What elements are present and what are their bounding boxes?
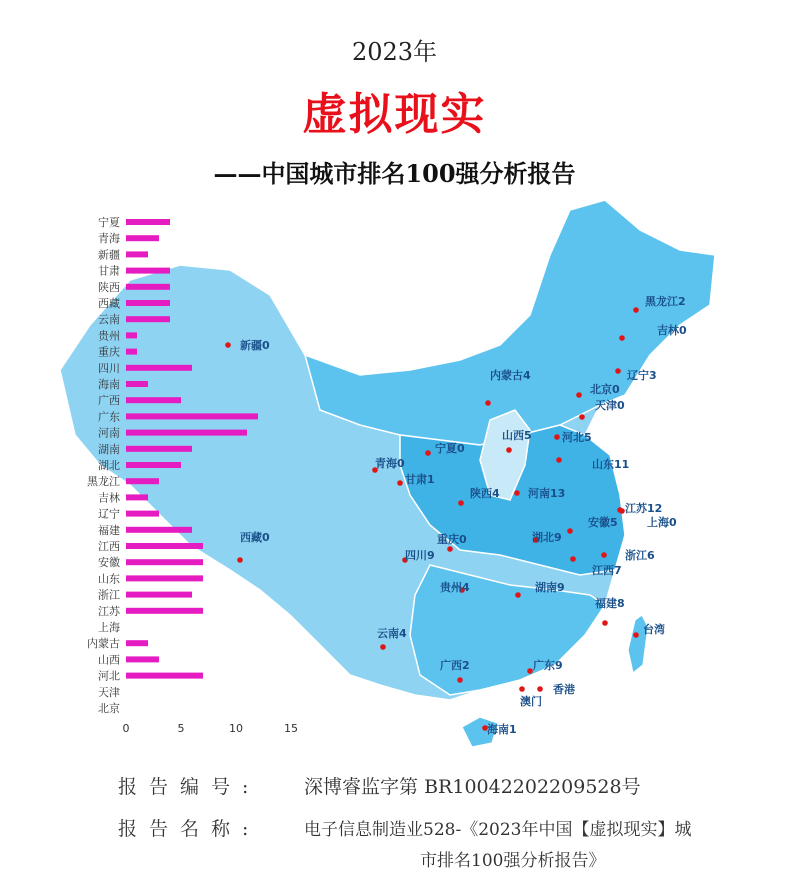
bar-x-ticks — [123, 722, 299, 735]
bar-category-label: 河南 — [98, 426, 120, 440]
bar-category-label: 山东 — [98, 572, 120, 586]
map-label: 福建8 — [595, 597, 625, 610]
bar-category-label: 浙江 — [98, 588, 120, 602]
bar-category-label: 广西 — [98, 394, 120, 408]
city-dot — [576, 392, 582, 398]
city-dot — [633, 307, 639, 313]
city-dot — [615, 368, 621, 374]
bar-江西 — [126, 543, 203, 549]
map-label: 上海0 — [647, 516, 677, 529]
bar-category-label: 西藏 — [98, 297, 120, 310]
bar-内蒙古 — [126, 640, 148, 646]
bar-河南 — [126, 430, 247, 436]
city-dot — [519, 686, 525, 692]
map-label: 香港 — [553, 683, 575, 696]
bar-甘肃 — [126, 268, 170, 274]
bar-category-labels — [87, 216, 121, 715]
bar-category-label: 安徽 — [98, 556, 120, 570]
bar-series — [126, 219, 258, 679]
bar-category-label: 云南 — [98, 313, 120, 327]
report-number-row — [118, 772, 641, 799]
city-dot — [527, 668, 533, 674]
city-dot — [601, 552, 607, 558]
map-label: 北京0 — [590, 383, 620, 396]
bar-河北 — [126, 673, 203, 679]
bar-安徽 — [126, 559, 203, 565]
map-label: 广东9 — [533, 659, 563, 672]
bar-category-label: 青海 — [98, 232, 120, 246]
bar-category-label: 宁夏 — [98, 216, 120, 229]
bar-重庆 — [126, 349, 137, 355]
map-label: 宁夏0 — [435, 442, 465, 455]
bar-江苏 — [126, 608, 203, 614]
bar-四川 — [126, 365, 192, 371]
bar-广东 — [126, 413, 258, 419]
province-bar-chart — [70, 210, 330, 740]
bar-辽宁 — [126, 511, 159, 517]
city-dot — [458, 500, 464, 506]
bar-云南 — [126, 316, 170, 322]
bar-category-label: 广东 — [98, 410, 120, 424]
map-label: 辽宁3 — [627, 369, 657, 382]
map-label: 安徽5 — [588, 516, 618, 529]
map-label: 黑龙江2 — [645, 295, 686, 308]
map-label: 广西2 — [440, 659, 470, 672]
city-dot — [447, 546, 453, 552]
bar-x-tick: 15 — [284, 722, 298, 736]
map-label: 湖南9 — [535, 581, 565, 594]
map-region-north — [305, 200, 715, 445]
bar-category-label: 河北 — [98, 669, 120, 683]
city-dot — [567, 528, 573, 534]
map-label: 澳门 — [520, 695, 542, 708]
city-dot — [633, 632, 639, 638]
map-label: 山东11 — [592, 458, 630, 471]
report-subtitle: ——中国城市排名100强分析报告 — [213, 159, 576, 188]
map-label: 吉林0 — [657, 324, 687, 337]
bar-湖南 — [126, 446, 192, 452]
bar-category-label: 辽宁 — [98, 507, 120, 521]
report-name-label: 报告名称: — [118, 818, 261, 840]
bar-山西 — [126, 656, 159, 662]
bar-category-label: 上海 — [98, 621, 120, 634]
bar-x-tick: 5 — [177, 722, 185, 736]
map-label: 云南4 — [377, 627, 407, 640]
map-label: 河南13 — [528, 487, 566, 500]
bar-新疆 — [126, 251, 148, 257]
map-label: 河北5 — [562, 431, 592, 444]
bar-category-label: 贵州 — [98, 329, 120, 343]
report-title: 虚拟现实 — [302, 89, 487, 140]
city-dot — [602, 620, 608, 626]
report-number-value: 深博睿监字第 BR10042202209528号 — [304, 776, 641, 798]
map-label: 四川9 — [405, 549, 435, 562]
bar-海南 — [126, 381, 148, 387]
map-label: 陕西4 — [470, 487, 500, 500]
report-name-value-line1: 电子信息制造业528-《2023年中国【虚拟现实】城 — [304, 820, 692, 840]
map-label: 天津0 — [595, 399, 625, 412]
bar-青海 — [126, 235, 159, 241]
city-dot — [515, 592, 521, 598]
map-label: 海南1 — [487, 723, 517, 736]
city-dot — [397, 480, 403, 486]
bar-category-label: 福建 — [98, 523, 120, 537]
city-dot — [619, 508, 625, 514]
city-dot — [425, 450, 431, 456]
report-name-row — [118, 814, 692, 841]
city-dot — [457, 677, 463, 683]
bar-黑龙江 — [126, 478, 159, 484]
city-dot — [570, 556, 576, 562]
map-label: 西藏0 — [240, 531, 270, 544]
bar-category-label: 甘肃 — [98, 264, 120, 278]
bar-category-label: 重庆 — [98, 345, 120, 359]
bar-广西 — [126, 397, 181, 403]
bar-category-label: 海南 — [98, 378, 120, 391]
bar-category-label: 湖北 — [98, 459, 120, 472]
city-dot — [619, 335, 625, 341]
bar-贵州 — [126, 332, 137, 338]
bar-category-label: 天津 — [98, 685, 120, 699]
map-label: 内蒙古4 — [490, 369, 531, 382]
bar-浙江 — [126, 592, 192, 598]
city-dot — [514, 490, 520, 496]
bar-福建 — [126, 527, 192, 533]
city-dot — [554, 434, 560, 440]
map-label: 台湾 — [643, 623, 665, 636]
map-label: 山西5 — [502, 429, 532, 442]
city-dot — [579, 414, 585, 420]
bar-category-label: 新疆 — [98, 248, 120, 262]
city-dot — [485, 400, 491, 406]
city-dot — [556, 457, 562, 463]
bar-category-label: 北京 — [98, 702, 120, 715]
bar-category-label: 四川 — [98, 361, 120, 375]
bar-陕西 — [126, 284, 170, 290]
bar-吉林 — [126, 494, 148, 500]
bar-category-label: 江西 — [98, 540, 120, 553]
bar-山东 — [126, 575, 203, 581]
map-label: 甘肃1 — [405, 473, 435, 486]
bar-x-tick: 0 — [122, 722, 130, 736]
city-dot — [380, 644, 386, 650]
map-label: 青海0 — [375, 457, 405, 470]
bar-x-tick: 10 — [229, 722, 243, 736]
report-name-value-line2: 市排名100强分析报告》 — [420, 851, 606, 871]
map-label: 江苏12 — [625, 502, 663, 515]
map-label: 重庆0 — [437, 533, 467, 546]
bar-宁夏 — [126, 219, 170, 225]
map-label: 贵州4 — [440, 581, 470, 594]
report-number-label: 报告编号: — [118, 776, 261, 798]
bar-西藏 — [126, 300, 170, 306]
bar-category-label: 黑龙江 — [87, 475, 120, 489]
bar-湖北 — [126, 462, 181, 468]
bar-category-label: 江苏 — [98, 604, 120, 618]
map-label: 湖北9 — [532, 531, 562, 544]
city-dot — [506, 447, 512, 453]
bar-category-label: 内蒙古 — [87, 637, 120, 651]
bar-category-label: 陕西 — [98, 280, 120, 294]
city-dot — [537, 686, 543, 692]
bar-category-label: 吉林 — [98, 491, 120, 505]
bar-category-label: 山西 — [98, 653, 120, 667]
map-label: 浙江6 — [625, 549, 655, 562]
map-label: 江西7 — [592, 564, 622, 577]
report-year: 2023年 — [351, 38, 438, 66]
map-label: 新疆0 — [240, 339, 270, 352]
bar-category-label: 湖南 — [98, 442, 120, 456]
